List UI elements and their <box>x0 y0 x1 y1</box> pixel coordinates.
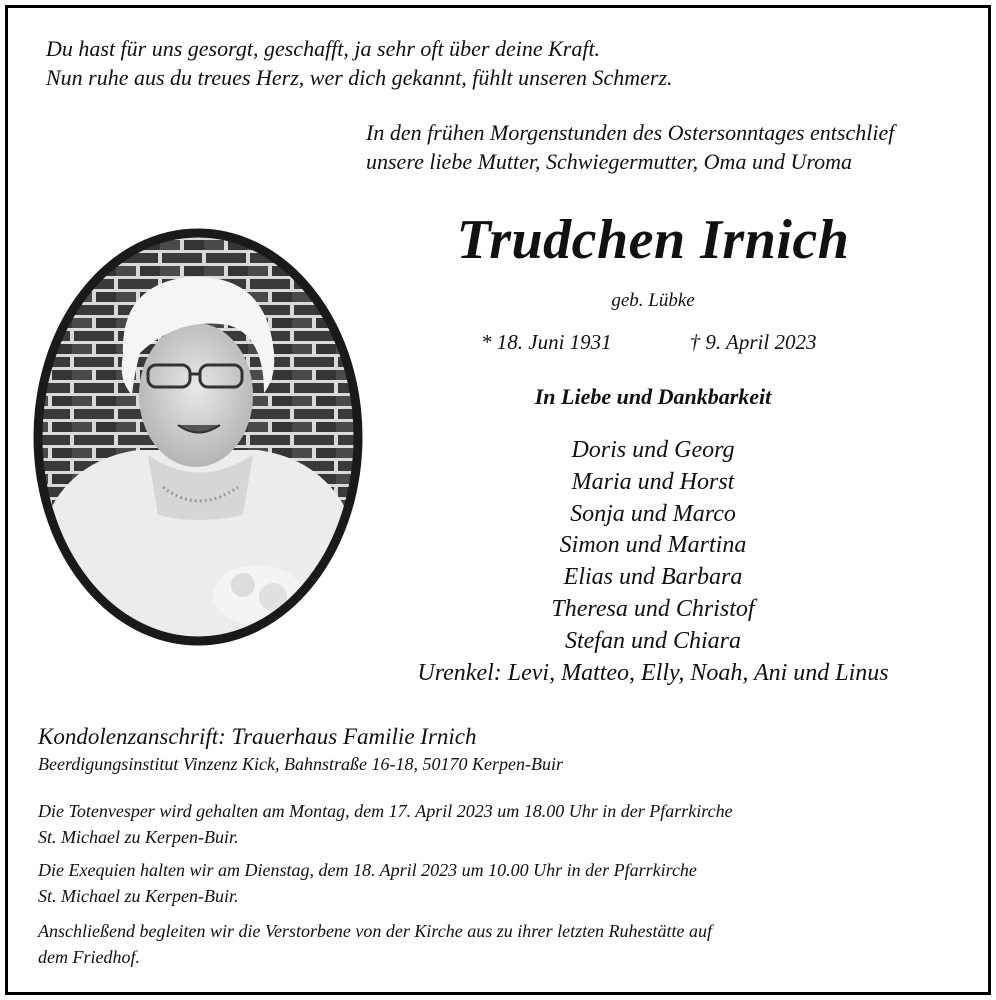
poem-line: Nun ruhe aus du treues Herz, wer dich gekannt, fühlt unseren Schmerz. <box>46 65 673 90</box>
family-row: Doris und Georg <box>571 437 735 463</box>
dedication: In Liebe und Dankbarkeit <box>534 384 772 409</box>
deceased-name: Trudchen Irnich <box>456 209 850 271</box>
family-row: Sonja und Marco <box>570 500 736 527</box>
vespers-line: Die Totenvesper wird gehalten am Montag, dem 17. April 2023 um 18.00 Uhr in der Pfarrkirche <box>38 801 733 821</box>
family-row: Stefan und Chiara <box>564 627 741 654</box>
intro-line: In den frühen Morgenstunden des Ostersonntages entschlief <box>366 120 895 145</box>
intro-text <box>366 118 894 176</box>
condolence-address: Beerdigungsinstitut Vinzenz Kick, Bahnstraße 16-18, 50170 Kerpen-Buir <box>38 754 563 774</box>
birth-date: * 18. Juni 1931 <box>481 330 612 354</box>
vespers-line: St. Michael zu Kerpen-Buir. <box>38 827 239 847</box>
family-row: Urenkel: Levi, Matteo, Elly, Noah, Ani und Linus <box>417 659 889 686</box>
portrait-photo <box>28 225 368 650</box>
birth-name: geb. Lübke <box>611 290 695 311</box>
family-row: Elias und Barbara <box>563 564 743 591</box>
exequies-line: St. Michael zu Kerpen-Buir. <box>38 886 239 906</box>
exequies-line: Die Exequien halten wir am Dienstag, dem 18. April 2023 um 10.00 Uhr in der Pfarrkirche <box>38 860 697 880</box>
intro-line: unsere liebe Mutter, Schwiegermutter, Oma und Uroma <box>366 149 852 174</box>
burial-line: Anschließend begleiten wir die Verstorbene von der Kirche aus zu ihrer letzten Ruhestätte auf <box>38 921 713 941</box>
poem <box>46 34 673 92</box>
life-dates <box>481 330 816 355</box>
burial-line: dem Friedhof. <box>38 947 140 967</box>
family-list <box>370 435 936 689</box>
family-row: Theresa und Christof <box>551 595 755 622</box>
burial-info <box>38 918 712 970</box>
vespers-info <box>38 798 733 850</box>
condolence-title: Kondolenzanschrift: Trauerhaus Familie Irnich <box>38 724 477 749</box>
family-row: Maria und Horst <box>571 468 735 495</box>
death-date: † 9. April 2023 <box>689 330 817 354</box>
poem-line: Du hast für uns gesorgt, geschafft, ja sehr oft über deine Kraft. <box>46 36 601 61</box>
exequies-info <box>38 857 697 909</box>
family-row: Simon und Martina <box>559 532 747 559</box>
